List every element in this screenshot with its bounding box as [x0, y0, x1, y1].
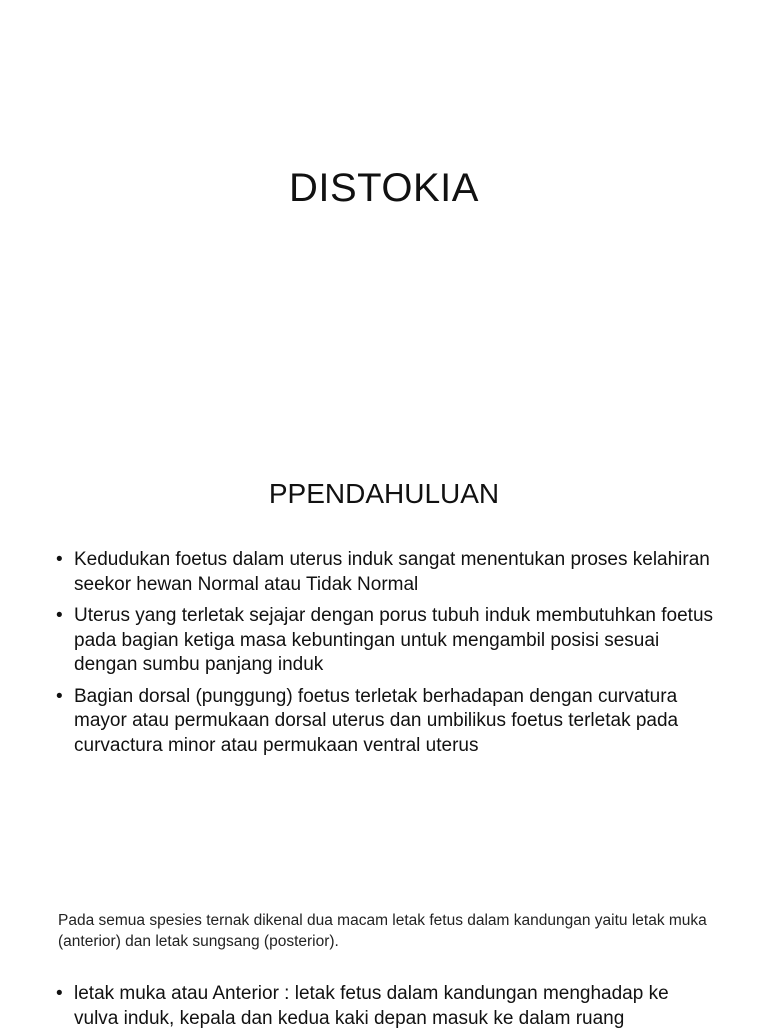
bullet-text: Kedudukan foetus dalam uterus induk sangat menentukan proses kelahiran seekor hewan Normal atau Tidak Normal — [74, 549, 710, 595]
bullet-list — [56, 548, 716, 765]
slide-introduction — [0, 432, 768, 1029]
slide-title — [0, 0, 768, 432]
bullet-icon: • — [56, 549, 63, 570]
slide-title-text: DISTOKIA — [289, 166, 479, 210]
bullet-text: Bagian dorsal (punggung) foetus terletak berhadapan dengan curvatura mayor atau permukaan dorsal uterus dan umbilikus foetus terletak pada curvactura minor atau permukaan ventral uterus — [74, 685, 679, 756]
body-paragraph: Pada semua spesies ternak dikenal dua macam letak fetus dalam kandungan yaitu letak muka (anterior) dan letak sungsang (posterior). — [58, 912, 707, 950]
section-heading: PPENDAHULUAN — [268, 478, 500, 509]
bullet-text: Uterus yang terletak sejajar dengan porus tubuh induk membutuhkan foetus pada bagian ketiga masa kebuntingan untuk mengambil posisi sesuai dengan sumbu panjang induk — [74, 605, 714, 675]
bullet-text: letak muka atau Anterior : letak fetus dalam kandungan menghadap ke vulva induk, kepala dan kedua kaki depan masuk ke dalam ruang — [74, 983, 669, 1029]
bullet-icon: • — [56, 605, 63, 626]
bullet-icon: • — [56, 983, 63, 1004]
bullet-item — [56, 685, 716, 759]
bullet-item — [56, 548, 716, 597]
bullet-icon: • — [56, 685, 63, 707]
bullet-item — [56, 604, 716, 678]
